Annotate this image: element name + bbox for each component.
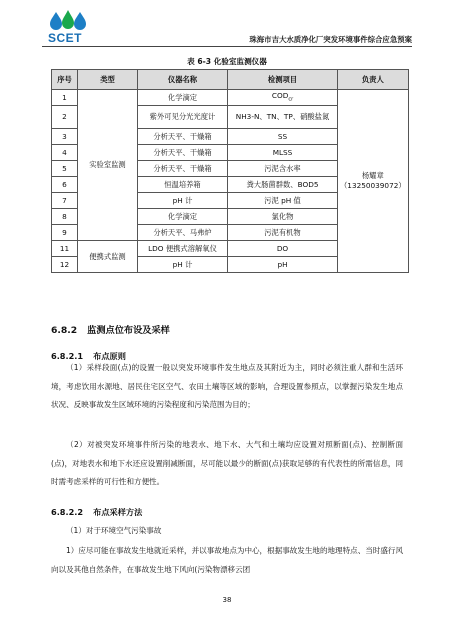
- water-drops-icon: [42, 10, 102, 32]
- section-heading: [51, 322, 170, 336]
- instrument-cell: 紫外可见分光光度计: [138, 106, 228, 129]
- row-number: 9: [52, 225, 78, 241]
- paragraph: （2）对被突发环境事件所污染的地表水、地下水、大气和土壤均应设置对照断面(点)、控制断面(点)，对地表水和地下水还应设置削减断面，尽可能以最少的断面(点)获取足够的有代表性的所需信息，同时需考虑采样的可行性和方便性。: [51, 440, 403, 486]
- item-cell: 粪大肠菌群数、BOD5: [228, 177, 338, 193]
- type-cell: 便携式监测: [78, 241, 138, 273]
- row-number: 2: [52, 106, 78, 129]
- instrument-cell: pH 计: [138, 257, 228, 273]
- subsection-number: 6.8.2.1: [51, 351, 84, 361]
- item-cell: DO: [228, 241, 338, 257]
- responsible-name: 杨耀章: [361, 171, 384, 180]
- logo-text: SCET: [48, 31, 83, 45]
- column-header: 仪器名称: [138, 70, 228, 90]
- column-header: 检测项目: [228, 70, 338, 90]
- instrument-table: [51, 69, 409, 273]
- instrument-cell: 分析天平、干燥箱: [138, 129, 228, 145]
- row-number: 7: [52, 193, 78, 209]
- paragraph: 1）应尽可能在事故发生地就近采样，并以事故地点为中心，根据事故发生地的地理特点、当时盛行风向以及其他自然条件，在事故发生地下风向(污染物漂移云团: [51, 546, 403, 574]
- row-number: 11: [52, 241, 78, 257]
- responsible-cell: [338, 90, 409, 273]
- responsible-phone: （13250039072）: [340, 181, 406, 190]
- row-number: 6: [52, 177, 78, 193]
- type-cell: 实验室监测: [78, 90, 138, 241]
- row-number: 4: [52, 145, 78, 161]
- subsection-number: 6.8.2.2: [51, 507, 84, 517]
- column-header: 类型: [78, 70, 138, 90]
- table-caption: 表 6-3 化验室监测仪器: [187, 57, 267, 66]
- row-number: 8: [52, 209, 78, 225]
- paragraph: （1）采样段面(点)的设置一般以突发环境事件发生地点及其附近为主，同时必须注重人群和生活环境，考虑饮用水源地、居民住宅区空气、农田土壤等区域的影响，合理设置参照点，以掌握污染发生地点状况、反映事故发生区域环境的污染程度和污染范围为目的；: [51, 363, 403, 409]
- item-cell: SS: [228, 129, 338, 145]
- page-number: 38: [222, 596, 232, 604]
- item-cell: 污泥有机物: [228, 225, 338, 241]
- item-cell: pH: [228, 257, 338, 273]
- subsection-title: 布点原则: [93, 351, 126, 361]
- page-header: [42, 6, 412, 47]
- row-number: 5: [52, 161, 78, 177]
- paragraph: （1）对于环境空气污染事故: [66, 526, 162, 535]
- column-header: 序号: [52, 70, 78, 90]
- instrument-cell: 化学滴定: [138, 90, 228, 106]
- table-header-row: [52, 70, 409, 90]
- instrument-cell: 化学滴定: [138, 209, 228, 225]
- scet-logo: [42, 10, 102, 44]
- section-title: 监测点位布设及采样: [87, 325, 170, 336]
- row-number: 12: [52, 257, 78, 273]
- subsection-title: 布点采样方法: [93, 507, 143, 517]
- subsection-heading: [51, 507, 142, 518]
- item-cell: 氯化物: [228, 209, 338, 225]
- section-number: 6.8.2: [51, 325, 78, 336]
- instrument-cell: 恒温培养箱: [138, 177, 228, 193]
- instrument-cell: LDO 便携式溶解氧仪: [138, 241, 228, 257]
- item-cell: MLSS: [228, 145, 338, 161]
- instrument-cell: 分析天平、干燥箱: [138, 161, 228, 177]
- instrument-cell: 分析天平、马弗炉: [138, 225, 228, 241]
- row-number: 3: [52, 129, 78, 145]
- instrument-cell: pH 计: [138, 193, 228, 209]
- item-cell: 污泥含水率: [228, 161, 338, 177]
- document-title: 珠海市吉大水质净化厂突发环境事件综合应急预案: [249, 35, 412, 44]
- column-header: 负责人: [338, 70, 409, 90]
- item-cell: $COD_{cr}$: [228, 90, 338, 106]
- table-row: [52, 90, 409, 106]
- row-number: 1: [52, 90, 78, 106]
- item-cell: NH3-N、TN、TP、硝酸盐氮: [228, 106, 338, 129]
- item-cell: 污泥 pH 值: [228, 193, 338, 209]
- instrument-cell: 分析天平、干燥箱: [138, 145, 228, 161]
